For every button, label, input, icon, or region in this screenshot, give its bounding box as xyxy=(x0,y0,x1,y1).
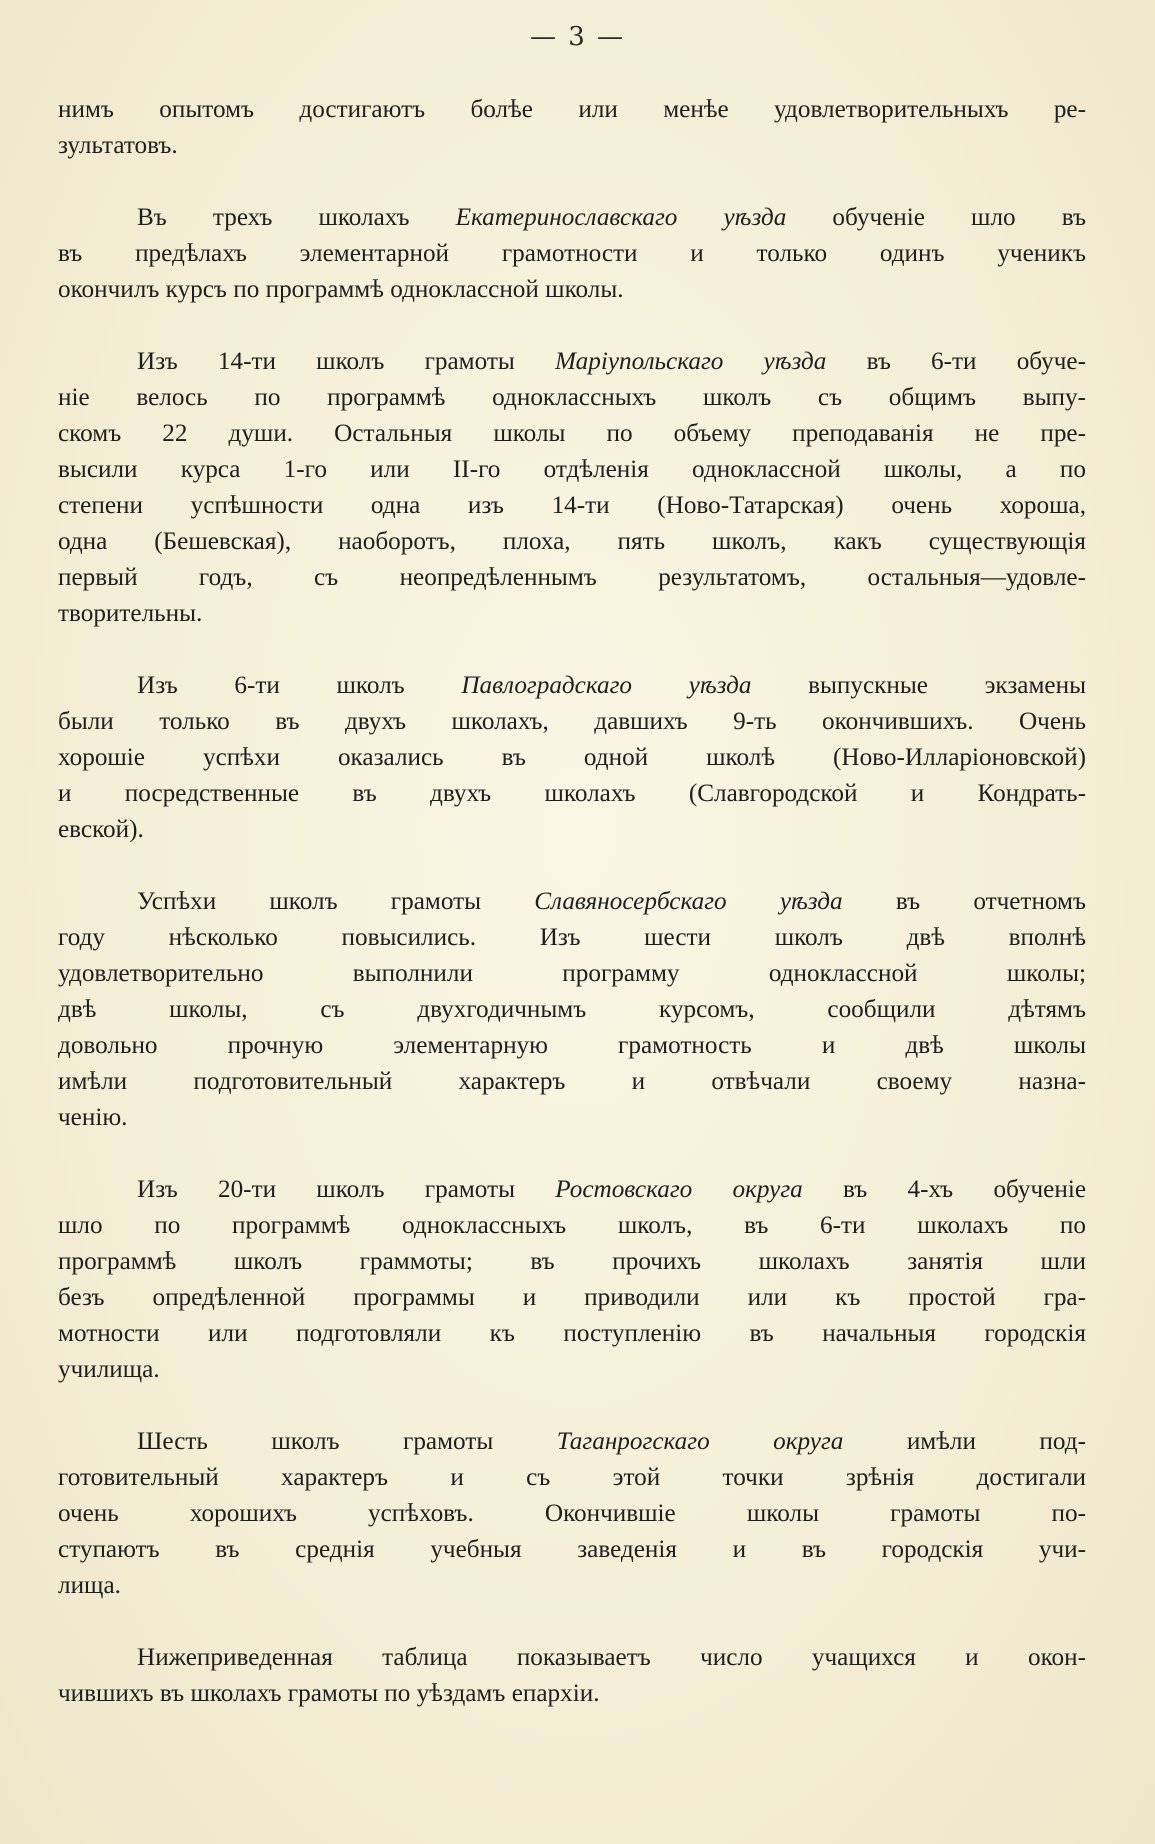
text-span: Изъ 14-ти школъ грамоты xyxy=(137,348,556,375)
text-line xyxy=(58,1424,1086,1460)
text-line: училища. xyxy=(58,1356,160,1383)
text-line: имѣли подготовительный характеръ и отвѣчали своему назна- xyxy=(58,1068,1086,1095)
text-line: скомъ 22 души. Остальныя школы по объему преподаванія не пре- xyxy=(58,420,1086,447)
text-line: нимъ опытомъ достигаютъ болѣе или менѣе удовлетворительныхъ ре- xyxy=(58,96,1086,123)
district-name: Маріупольскаго уѣзда xyxy=(555,348,827,375)
text-line: ступаютъ въ среднія учебныя заведенія и въ городскія учи- xyxy=(58,1536,1086,1563)
text-line: двѣ школы, съ двухгодичнымъ курсомъ, сообщили дѣтямъ xyxy=(58,996,1086,1023)
district-name: Екатеринославскаго уѣзда xyxy=(455,204,787,231)
text-line: въ предѣлахъ элементарной грамотности и только одинъ ученикъ xyxy=(58,240,1086,267)
text-line: Нижеприведенная таблица показываетъ число учащихся и окон- xyxy=(137,1644,1086,1671)
text-line: первый годъ, съ неопредѣленнымъ результатомъ, остальныя—удовле- xyxy=(58,564,1086,591)
text-line xyxy=(58,884,1086,920)
text-span: Изъ 6-ти школъ xyxy=(137,672,462,699)
text-span: имѣли под- xyxy=(843,1428,1086,1455)
district-name: Павлоградскаго уѣзда xyxy=(461,672,752,699)
text-span: выпускные экзамены xyxy=(751,672,1086,699)
text-line: степени успѣшности одна изъ 14-ти (Ново-Татарская) очень хороша, xyxy=(58,492,1086,519)
text-span: въ 4-хъ обученіе xyxy=(802,1176,1086,1203)
text-span: обученіе шло въ xyxy=(786,204,1086,231)
paragraph-2 xyxy=(58,200,1086,308)
text-line: и посредственные въ двухъ школахъ (Славгородской и Кондрать- xyxy=(58,780,1086,807)
page-number: — 3 — xyxy=(529,22,626,52)
text-line xyxy=(58,344,1086,380)
text-line xyxy=(58,668,1086,704)
district-name: Таганрогскаго округа xyxy=(556,1428,844,1455)
text-line: безъ опредѣленной программы и приводили или къ простой гра- xyxy=(58,1284,1086,1311)
district-name: Славяносербскаго уѣзда xyxy=(534,888,843,915)
text-line: очень хорошихъ успѣховъ. Окончившіе школы грамоты по- xyxy=(58,1500,1086,1527)
text-line: мотности или подготовляли къ поступленію въ начальныя городскія xyxy=(58,1320,1086,1347)
text-line xyxy=(58,1172,1086,1208)
text-span: въ отчетномъ xyxy=(842,888,1086,915)
text-span: Въ трехъ школахъ xyxy=(137,204,456,231)
text-line: ченію. xyxy=(58,1104,128,1131)
paragraph-8 xyxy=(58,1640,1086,1712)
text-line: году нѣсколько повысились. Изъ шести школъ двѣ вполнѣ xyxy=(58,924,1086,951)
text-line: готовительный характеръ и съ этой точки зрѣнія достигали xyxy=(58,1464,1086,1491)
text-line: одна (Бешевская), наоборотъ, плоха, пять школъ, какъ существующія xyxy=(58,528,1086,555)
text-line: творительны. xyxy=(58,600,203,627)
text-line: довольно прочную элементарную грамотность и двѣ школы xyxy=(58,1032,1086,1059)
district-name: Ростовскаго округа xyxy=(555,1176,803,1203)
paragraph-6 xyxy=(58,1172,1086,1388)
text-line: были только въ двухъ школахъ, давшихъ 9-ть окончившихъ. Очень xyxy=(58,708,1086,735)
text-line: ніе велось по программѣ одноклассныхъ школъ съ общимъ выпу- xyxy=(58,384,1086,411)
text-span: Изъ 20-ти школъ грамоты xyxy=(137,1176,556,1203)
text-span: Успѣхи школъ грамоты xyxy=(137,888,535,915)
text-line: шло по программѣ одноклассныхъ школъ, въ 6-ти школахъ по xyxy=(58,1212,1086,1239)
text-line: евской). xyxy=(58,816,144,843)
paragraph-5 xyxy=(58,884,1086,1136)
body-text xyxy=(58,92,1086,1748)
text-line: зультатовъ. xyxy=(58,132,178,159)
text-line: хорошіе успѣхи оказались въ одной школѣ (Ново-Илларіоновской) xyxy=(58,744,1086,771)
text-line: высили курса 1-го или II-го отдѣленія одноклассной школы, а по xyxy=(58,456,1086,483)
text-line: программѣ школъ граммоты; въ прочихъ школахъ занятія шли xyxy=(58,1248,1086,1275)
text-line: лища. xyxy=(58,1572,121,1599)
text-span: Шесть школъ грамоты xyxy=(137,1428,557,1455)
paragraph-1 xyxy=(58,92,1086,164)
text-line xyxy=(58,200,1086,236)
paragraph-7 xyxy=(58,1424,1086,1604)
text-span: въ 6-ти обуче- xyxy=(826,348,1086,375)
text-line: удовлетворительно выполнили программу одноклассной школы; xyxy=(58,960,1086,987)
text-line: окончилъ курсъ по программѣ одноклассной школы. xyxy=(58,276,624,303)
text-line: чившихъ въ школахъ грамоты по уѣздамъ епархіи. xyxy=(58,1680,600,1707)
paragraph-4 xyxy=(58,668,1086,848)
paragraph-3 xyxy=(58,344,1086,632)
